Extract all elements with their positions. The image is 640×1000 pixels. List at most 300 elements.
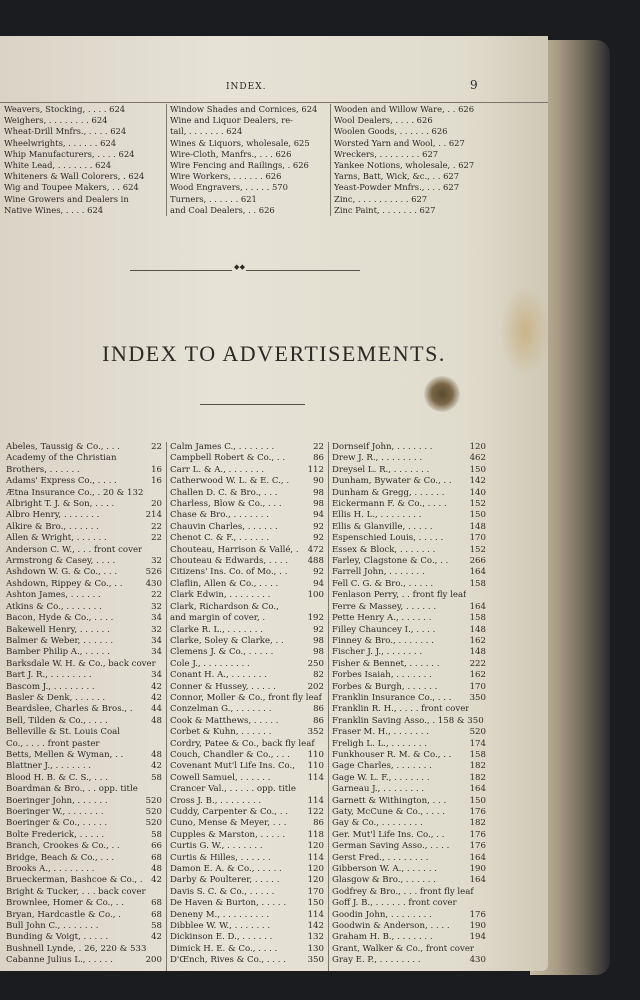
index-entry: Wooden and Willow Ware, . . 626 — [334, 104, 475, 114]
advertiser-name: Academy of the Christian — [6, 453, 117, 464]
advertiser-name: Glasgow & Bro., . . . . . . — [332, 875, 436, 886]
advertiser-entry — [170, 796, 324, 807]
advertiser-name: Forbes & Burgh, . . . . . . — [332, 681, 438, 692]
advertiser-page: 68 — [151, 898, 162, 909]
advertiser-page: 472 — [307, 544, 324, 555]
index-entry: Yeast-Powder Mnfrs., . . . 627 — [334, 182, 460, 193]
advertiser-name: Gage Charles, . . . . . . . — [332, 761, 432, 772]
advertiser-name: Bell, Tilden & Co., . . . . — [6, 715, 108, 726]
advertiser-page: 94 — [313, 510, 324, 521]
advertiser-name: Catherwood W. L. & E. C., . — [170, 476, 290, 487]
advertiser-name: Eickermann F. & Co., . . . . — [332, 499, 447, 510]
advertiser-page: 92 — [313, 624, 324, 635]
advertiser-name: Bart J. R., . . . . . . . . — [6, 670, 92, 681]
advertiser-page: 148 — [469, 521, 486, 532]
advertiser-name: Basler & Denk, . . . . . . — [6, 692, 106, 703]
ornamental-rule — [130, 270, 360, 271]
advertiser-page: 42 — [151, 692, 162, 703]
advertiser-page: 164 — [469, 601, 486, 612]
advertiser-entry — [6, 864, 162, 875]
advertiser-entry — [170, 898, 324, 909]
advertiser-page — [160, 887, 162, 898]
advertiser-name: Claflin, Allen & Co., . . . . — [170, 578, 279, 589]
advertiser-page: 114 — [307, 795, 324, 806]
index-entry: Wire Fencing and Railings, . 626 — [170, 160, 309, 171]
advertiser-page: 142 — [307, 921, 324, 932]
advertiser-entry — [332, 853, 486, 864]
advertiser-name: Chenot C. & F., . . . . . . — [170, 533, 270, 544]
index-entry: Yarns, Batt, Wick, &c., . . 627 — [334, 171, 460, 182]
advertiser-entry — [170, 567, 324, 578]
advertiser-entry — [170, 807, 324, 818]
advertiser-page: 118 — [307, 829, 324, 840]
advertiser-page — [160, 727, 162, 738]
advertiser-entry — [6, 670, 162, 681]
advertiser-page: 130 — [307, 943, 324, 954]
advertiser-page: 98 — [313, 635, 324, 646]
advertiser-page: 120 — [307, 841, 324, 852]
advertiser-entry — [6, 442, 162, 453]
advertiser-name: Chouteau & Edwards, . . . . — [170, 556, 288, 567]
advertiser-name: Curtis G. W., . . . . . . . — [170, 841, 263, 852]
advertiser-page: 150 — [469, 464, 486, 475]
advertiser-page: 120 — [469, 442, 486, 452]
advertiser-name: Charless, Blow & Co., . . . — [170, 499, 282, 510]
advertiser-entry — [170, 465, 324, 476]
advertiser-entry — [6, 773, 162, 784]
top-index-column-1 — [4, 104, 164, 216]
advertiser-name: Beardslee, Charles & Bros., . — [6, 704, 133, 715]
advertiser-name: Boardman & Bro., . . opp. title — [6, 784, 138, 795]
advertiser-page: 350 — [307, 955, 324, 966]
advertiser-entry — [332, 784, 486, 795]
advertiser-page: 90 — [313, 476, 324, 487]
advertiser-name: Belleville & St. Louis Coal — [6, 727, 121, 738]
index-entry: Zinc Paint, . . . . . . . 627 — [334, 204, 436, 215]
advertiser-name: Davis S. C. & Co., . . . . . — [170, 886, 275, 897]
column-divider — [330, 104, 331, 216]
index-entry: Zinc, . . . . . . . . . . 627 — [334, 193, 428, 204]
advertiser-entry — [332, 556, 486, 567]
advertiser-page: 98 — [313, 647, 324, 658]
advertiser-entry — [6, 887, 162, 898]
advertiser-name: Cuno, Mense & Meyer, . . . — [170, 818, 287, 829]
advertiser-entry — [332, 807, 486, 818]
advertiser-name: Clemens J. & Co., . . . . . — [170, 647, 274, 658]
advertiser-page: 82 — [313, 670, 324, 681]
advertiser-page: 114 — [307, 772, 324, 783]
advertiser-entry — [332, 590, 486, 601]
advertiser-page: 22 — [313, 442, 324, 452]
advertiser-entry — [170, 784, 324, 795]
advertiser-entry — [6, 613, 162, 624]
advertiser-entry — [332, 499, 486, 510]
advertiser-entry — [332, 910, 486, 921]
advertiser-page: 94 — [313, 578, 324, 589]
advertiser-page: 190 — [469, 864, 486, 875]
advertiser-name: Balmer & Weber, . . . . . . — [6, 635, 114, 646]
index-entry: White Lead, . . . . . . . 624 — [4, 160, 112, 171]
advertiser-entry — [6, 453, 162, 464]
advertiser-page: 430 — [469, 955, 486, 966]
title-rule — [200, 404, 305, 405]
advertiser-page — [160, 453, 162, 464]
advertiser-entry — [332, 533, 486, 544]
advertiser-name: Garneau J., . . . . . . . . — [332, 784, 425, 795]
advertiser-page: 48 — [151, 749, 162, 760]
advertiser-name: Dunham & Gregg, . . . . . . — [332, 487, 445, 498]
advertiser-page: 32 — [151, 556, 162, 567]
advertiser-entry — [332, 898, 486, 909]
advertiser-entry — [332, 567, 486, 578]
advertiser-page: 140 — [469, 487, 486, 498]
advertiser-name: Crancer Val., . . . . . opp. title — [170, 784, 297, 795]
advertiser-page: 520 — [145, 818, 162, 829]
index-entry: Wheelwrights, . . . . . . 624 — [4, 137, 117, 148]
advertiser-entry — [6, 932, 162, 943]
advertiser-name: D'Œnch, Rives & Co., . . . . — [170, 955, 286, 966]
advertiser-entry — [6, 704, 162, 715]
advertiser-page: 170 — [307, 886, 324, 897]
advertiser-page: 44 — [151, 704, 162, 715]
advertiser-page: 66 — [151, 841, 162, 852]
advertiser-page: 92 — [313, 521, 324, 532]
advertiser-name: Goff J. B., . . . . . . front cover — [332, 898, 457, 909]
advertiser-name: Clark, Richardson & Co., — [170, 601, 279, 612]
advertiser-entry — [170, 704, 324, 715]
advertiser-entry — [6, 465, 162, 476]
advertiser-name: Gay & Co., . . . . . . . . — [332, 818, 423, 829]
advertiser-page: 164 — [469, 784, 486, 795]
advertiser-name: Barksdale W. H. & Co., back cover — [6, 658, 156, 669]
advertiser-entry — [332, 864, 486, 875]
advertiser-page — [322, 739, 324, 750]
advertiser-name: Fraser M. H., . . . . . . . — [332, 727, 429, 738]
top-index-column-3 — [334, 104, 484, 216]
advertiser-entry — [170, 442, 324, 453]
advertiser-name: Godfrey & Bro., . . . front fly leaf — [332, 886, 474, 897]
advertiser-entry — [332, 875, 486, 886]
advertiser-page: 430 — [145, 578, 162, 589]
advertiser-name: Conzelman G., . . . . . . . — [170, 704, 272, 715]
advertiser-entry — [170, 545, 324, 556]
advertiser-entry — [332, 613, 486, 624]
advertiser-name: Dornseif John, . . . . . . . — [332, 442, 433, 452]
advertiser-entry — [170, 476, 324, 487]
advertiser-page — [484, 944, 486, 955]
advertiser-entry — [170, 556, 324, 567]
advertiser-page: 182 — [469, 818, 486, 829]
advertiser-name: Calm James C., . . . . . . . — [170, 442, 275, 452]
top-index-column-2 — [170, 104, 328, 216]
advertiser-entry — [170, 921, 324, 932]
advertiser-name: and margin of cover, . — [170, 613, 266, 624]
advertiser-entry — [170, 682, 324, 693]
ad-index-column-1 — [6, 442, 162, 967]
advertiser-name: Goodin John, . . . . . . . . — [332, 909, 432, 920]
index-entry: Wine and Liquor Dealers, re- — [170, 115, 293, 126]
header-rule — [0, 102, 548, 103]
advertiser-entry — [6, 499, 162, 510]
advertiser-page: 150 — [469, 510, 486, 521]
advertiser-page: 350 — [469, 692, 486, 703]
advertiser-page — [322, 693, 324, 704]
advertiser-page — [322, 784, 324, 795]
advertiser-page: 34 — [151, 670, 162, 681]
advertiser-name: Graham H. B., . . . . . . . — [332, 932, 433, 943]
index-entry: Wreckers, . . . . . . . . 627 — [334, 148, 439, 159]
column-divider — [166, 104, 167, 216]
advertiser-entry — [6, 875, 162, 886]
advertiser-page — [322, 602, 324, 613]
column-divider — [328, 442, 329, 971]
index-entry: Window Shades and Cornices, 624 — [170, 104, 318, 114]
advertiser-name: Cabanne Julius L., . . . . . — [6, 955, 113, 966]
advertiser-entry — [332, 932, 486, 943]
advertiser-entry — [170, 875, 324, 886]
advertiser-entry — [332, 488, 486, 499]
advertiser-entry — [170, 864, 324, 875]
advertiser-entry — [332, 545, 486, 556]
advertiser-entry — [6, 784, 162, 795]
advertiser-page: 86 — [313, 818, 324, 829]
advertiser-name: Goodwin & Anderson, . . . . — [332, 921, 450, 932]
advertiser-page: 92 — [313, 567, 324, 578]
advertiser-name: Corbet & Kuhn, . . . . . . — [170, 727, 272, 738]
advertiser-name: Boeringer & Co., . . . . . — [6, 818, 108, 829]
index-entry: Wheat-Drill Mnfrs., . . . . 624 — [4, 126, 127, 137]
advertiser-entry — [6, 659, 162, 670]
advertiser-name: Gerst Fred., . . . . . . . . — [332, 852, 429, 863]
advertiser-entry — [6, 590, 162, 601]
advertiser-entry — [6, 818, 162, 829]
advertiser-entry — [170, 625, 324, 636]
advertiser-entry — [6, 921, 162, 932]
advertiser-entry — [170, 510, 324, 521]
advertiser-entry — [332, 659, 486, 670]
advertiser-entry — [170, 499, 324, 510]
advertiser-name: Anderson C. W., . . . front cover — [6, 544, 143, 555]
advertiser-name: Deneny M., . . . . . . . . . — [170, 909, 270, 920]
index-entry: Wig and Toupee Makers, . . 624 — [4, 182, 139, 193]
advertiser-page: 462 — [469, 453, 486, 464]
advertiser-entry — [6, 750, 162, 761]
advertiser-entry — [170, 579, 324, 590]
advertiser-name: Ashdown W. G. & Co., . . . — [6, 567, 118, 578]
advertiser-page: 170 — [469, 533, 486, 544]
advertiser-entry — [6, 682, 162, 693]
advertiser-entry — [332, 921, 486, 932]
advertiser-entry — [332, 682, 486, 693]
advertiser-page: 142 — [469, 476, 486, 487]
advertiser-page: 158 — [469, 578, 486, 589]
advertiser-name: Ellis & Glanville, . . . . . — [332, 521, 433, 532]
advertiser-name: Albro Henry, . . . . . . . — [6, 510, 100, 521]
advertiser-name: Pette Henry A., . . . . . . — [332, 613, 432, 624]
advertiser-page: 182 — [469, 772, 486, 783]
advertiser-entry — [332, 761, 486, 772]
advertiser-name: German Saving Asso., . . . . — [332, 841, 450, 852]
water-stain — [500, 286, 548, 376]
advertiser-page: 68 — [151, 852, 162, 863]
advertiser-entry — [170, 716, 324, 727]
advertiser-page: 150 — [307, 898, 324, 909]
advertiser-entry — [170, 761, 324, 772]
advertiser-name: Cowell Samuel, . . . . . . — [170, 772, 271, 783]
index-entry: tail, . . . . . . . 624 — [170, 126, 243, 137]
index-entry: Woolen Goods, . . . . . . 626 — [334, 126, 448, 137]
advertiser-name: Gibberson W. A., . . . . . . — [332, 864, 437, 875]
ink-stain — [424, 376, 460, 412]
advertiser-name: Atkins & Co., . . . . . . . — [6, 601, 102, 612]
advertiser-entry — [332, 465, 486, 476]
advertiser-name: Boeringer John, . . . . . . — [6, 795, 108, 806]
advertiser-page: 48 — [151, 864, 162, 875]
advertiser-name: Cupples & Marston, . . . . . — [170, 829, 286, 840]
advertiser-page: 34 — [151, 635, 162, 646]
advertiser-page: 42 — [151, 681, 162, 692]
advertiser-name: Essex & Block, . . . . . . . — [332, 544, 436, 555]
advertiser-page: 98 — [313, 487, 324, 498]
advertiser-name: Fisher & Bennet, . . . . . . — [332, 658, 440, 669]
advertiser-name: Gaty, McCune & Co., . . . . — [332, 807, 445, 817]
advertiser-page: 158 — [469, 613, 486, 624]
advertiser-name: Drew J. R., . . . . . . . . — [332, 453, 423, 464]
advertiser-entry — [170, 853, 324, 864]
advertiser-entry — [6, 841, 162, 852]
advertiser-entry — [332, 476, 486, 487]
advertiser-page: 22 — [151, 533, 162, 544]
advertiser-entry — [170, 488, 324, 499]
advertiser-page: 86 — [313, 715, 324, 726]
advertiser-name: Brooks A., . . . . . . . . — [6, 864, 95, 875]
advertiser-entry — [6, 510, 162, 521]
advertiser-name: Campbell Robert & Co., . . — [170, 453, 286, 464]
advertiser-page: 222 — [469, 658, 486, 669]
advertiser-page: 34 — [151, 647, 162, 658]
advertiser-page: 192 — [307, 613, 324, 624]
advertiser-entry — [332, 704, 486, 715]
advertiser-page: 86 — [313, 704, 324, 715]
header-title: INDEX. — [226, 82, 267, 92]
advertiser-entry — [332, 670, 486, 681]
advertiser-page: 152 — [469, 544, 486, 555]
advertiser-entry — [170, 773, 324, 784]
advertiser-entry — [170, 590, 324, 601]
advertiser-name: Chouteau, Harrison & Vallé, . — [170, 544, 299, 555]
ad-index-column-2 — [170, 442, 324, 967]
advertiser-entry — [6, 716, 162, 727]
advertiser-name: Bunding & Voigt, . . . . . — [6, 932, 109, 943]
advertiser-page: 162 — [469, 670, 486, 681]
advertiser-name: Cuddy, Carpenter & Co., . . — [170, 807, 288, 817]
index-entry: Whiteners & Wall Colorers, . 624 — [4, 171, 145, 182]
advertiser-entry — [6, 796, 162, 807]
advertiser-entry — [332, 602, 486, 613]
advertiser-name: Franklin R. H., . . . . front cover — [332, 704, 470, 715]
advertiser-page: 250 — [307, 658, 324, 669]
advertiser-entry — [170, 841, 324, 852]
advertiser-page: 352 — [307, 727, 324, 738]
advertiser-name: Armstrong & Casey, . . . . — [6, 556, 116, 567]
advertiser-name: Finney & Bro., . . . . . . . — [332, 635, 434, 646]
page-number: 9 — [470, 78, 478, 92]
advertiser-name: Cole J., . . . . . . . . . — [170, 658, 250, 669]
advertiser-entry — [6, 693, 162, 704]
advertiser-name: Dreysel L. R., . . . . . . . — [332, 464, 430, 475]
advertiser-name: Gage W. L. F., . . . . . . . — [332, 772, 430, 783]
advertiser-page: 520 — [145, 807, 162, 817]
advertiser-page: 174 — [469, 738, 486, 749]
advertiser-name: Boeringer W., . . . . . . . — [6, 807, 104, 817]
advertiser-name: Clarke, Soley & Clarke, . . — [170, 635, 284, 646]
column-divider — [166, 442, 167, 971]
advertiser-entry — [332, 510, 486, 521]
advertiser-page: 32 — [151, 601, 162, 612]
advertiser-entry — [332, 522, 486, 533]
advertiser-entry — [6, 556, 162, 567]
advertiser-name: Chauvin Charles, . . . . . . — [170, 521, 278, 532]
index-entry: Wine Growers and Dealers in — [4, 193, 129, 204]
advertiser-page: 100 — [307, 590, 324, 601]
advertiser-page: 200 — [145, 955, 162, 966]
advertiser-entry — [332, 453, 486, 464]
advertiser-page: 58 — [151, 772, 162, 783]
advertiser-name: Adams' Express Co., . . . . — [6, 476, 117, 487]
advertiser-page: 214 — [145, 510, 162, 521]
advertiser-entry — [6, 830, 162, 841]
advertiser-page: 16 — [151, 476, 162, 487]
advertiser-name: Cordry, Patee & Co., back fly leaf — [170, 738, 315, 749]
advertiser-entry — [170, 453, 324, 464]
advertiser-name: Brueckerman, Bashcoe & Co., . — [6, 875, 143, 886]
advertiser-entry — [332, 818, 486, 829]
advertiser-page: 22 — [151, 442, 162, 452]
advertiser-page: 488 — [307, 556, 324, 567]
advertiser-name: Ashton James, . . . . . . — [6, 590, 101, 601]
advertiser-page: 42 — [151, 875, 162, 886]
advertiser-entry — [332, 887, 486, 898]
advertiser-name: Ger. Mut'l Life Ins. Co., . . — [332, 829, 445, 840]
index-entry: Yankee Notions, wholesale, . 627 — [334, 160, 475, 171]
index-entry: Wool Dealers, . . . . 626 — [334, 115, 433, 126]
advertiser-name: Connor, Moller & Co., front fly leaf — [170, 692, 322, 703]
advertiser-name: Franklin Saving Asso., . 158 & 350 — [332, 715, 484, 726]
advertiser-entry — [170, 830, 324, 841]
advertiser-entry — [170, 613, 324, 624]
advertiser-entry — [332, 442, 486, 453]
advertiser-page: 526 — [145, 567, 162, 578]
advertiser-name: Co., . . . . front paster — [6, 738, 100, 749]
advertiser-name: Cross J. B., . . . . . . . . — [170, 795, 262, 806]
advertiser-page: 68 — [151, 909, 162, 920]
advertiser-entry — [332, 716, 486, 727]
advertiser-page: 190 — [469, 921, 486, 932]
advertiser-page — [160, 659, 162, 670]
advertiser-entry — [6, 955, 162, 966]
advertiser-page — [484, 704, 486, 715]
advertiser-entry — [6, 488, 162, 499]
advertiser-page: 92 — [313, 533, 324, 544]
advertiser-name: Betts, Mellen & Wyman, . . — [6, 749, 124, 760]
advertiser-entry — [6, 625, 162, 636]
ad-index-column-3 — [332, 442, 486, 967]
advertiser-name: Blood H. B. & C. S., . . . — [6, 772, 108, 783]
advertiser-entry — [6, 761, 162, 772]
advertiser-page: 150 — [469, 795, 486, 806]
advertiser-name: Alkire & Bro., . . . . . . — [6, 521, 99, 532]
advertiser-page: 266 — [469, 556, 486, 567]
